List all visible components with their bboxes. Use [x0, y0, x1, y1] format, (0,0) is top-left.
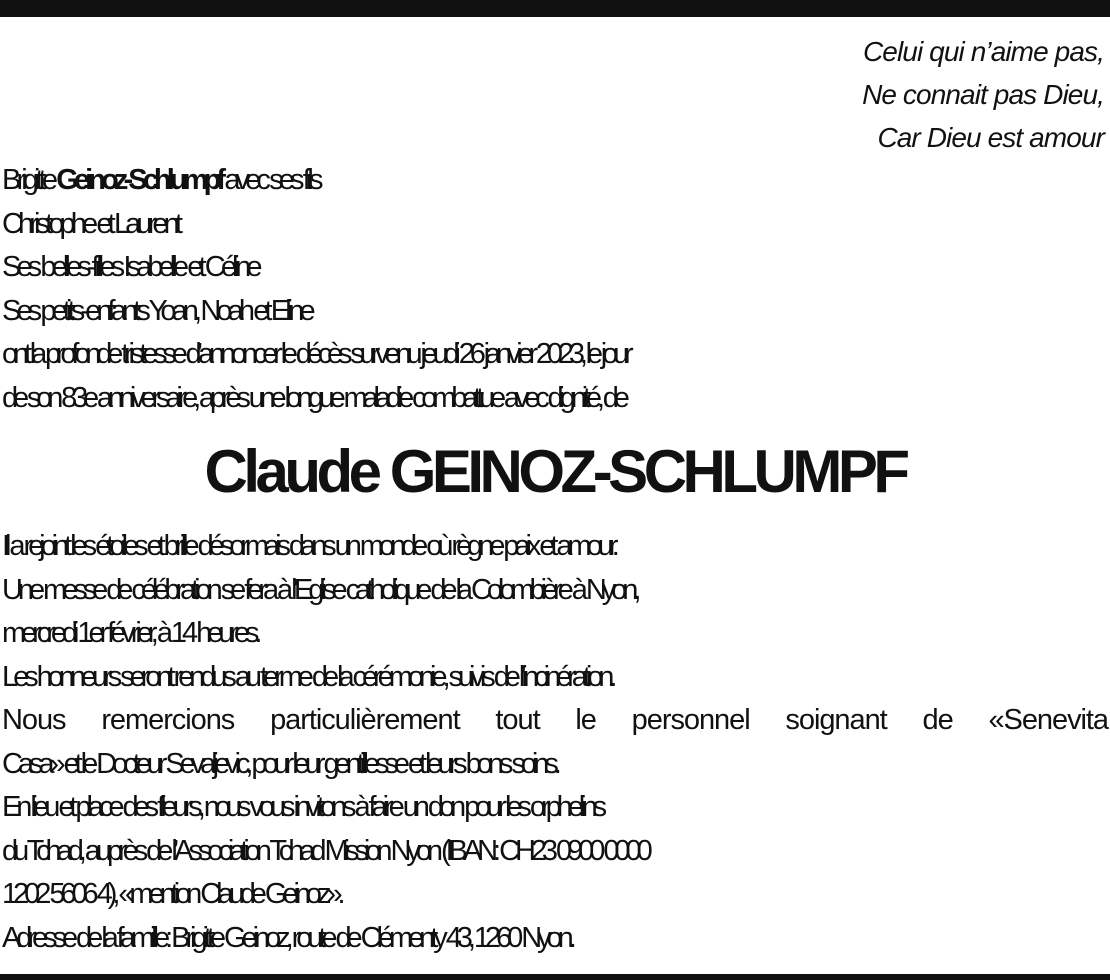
top-rule — [0, 0, 1110, 17]
body-line: Casa» et le Docteur Sevaljevic, pour leur gentillesse et leurs bons soins. — [2, 747, 557, 780]
announcement-text — [2, 333, 1108, 420]
announcement-line: ont la profonde tristesse d’annoncer le décès survenu jeudi 26 janvier 2023, le jour — [2, 338, 629, 370]
deceased-name: Claude GEINOZ-SCHLUMPF — [204, 438, 906, 505]
family-address: Adresse de la famille: Brigitte Geinoz, route de Clémenty 43, 1260 Nyon. — [2, 921, 572, 954]
family-line: Christophe et Laurent — [2, 207, 178, 240]
obituary-notice — [0, 30, 1110, 960]
body-line: 1202 5606 4), «mention Claude Geinoz». — [2, 878, 341, 910]
notice-body — [2, 525, 1108, 960]
family-list — [2, 159, 1108, 333]
quote-line: Ne connait pas Dieu, — [862, 79, 1104, 110]
body-line: En lieu et place des fleurs, nous vous invitons à faire un don pour les orphelins — [2, 791, 603, 823]
epigraph-quote — [2, 30, 1108, 159]
family-line: Ses belles-filles Isabelle et Céline — [2, 251, 258, 283]
family-suffix: avec ses fils — [221, 164, 319, 196]
quote-line: Car Dieu est amour — [877, 122, 1104, 153]
family-line: Ses petits-enfants Yoan, Noah et Eline — [2, 294, 311, 327]
announcement-line: de son 83e anniversaire, après une longue maladie combattue avec dignité, de — [2, 381, 625, 414]
family-line — [2, 159, 1108, 203]
body-line: Il a rejoint les étoiles et brille désormais dans un monde où règne paix et amour. — [2, 530, 615, 562]
bottom-rule — [0, 974, 1110, 980]
family-first-name: Brigitte — [2, 164, 57, 196]
family-surname: Geinoz-Schlumpf — [56, 164, 222, 196]
body-line: mercredi 1er février, à 14 heures. — [2, 617, 258, 649]
body-line: du Tchad, auprès de l’Association Tchad Mission Nyon (IBAN: CH23 0900 0000 — [2, 834, 648, 867]
body-line: Les honneurs seront rendus au terme de la cérémonie, suivis de l’incinération. — [2, 660, 613, 693]
body-line: Une messe de célébration se fera à l’Eglise catholique de la Colombière à Nyon, — [2, 573, 637, 606]
quote-line: Celui qui n’aime pas, — [862, 36, 1104, 67]
body-line: Nous remercions particulièrement tout le personnel soignant de «Senevita — [2, 704, 1108, 736]
